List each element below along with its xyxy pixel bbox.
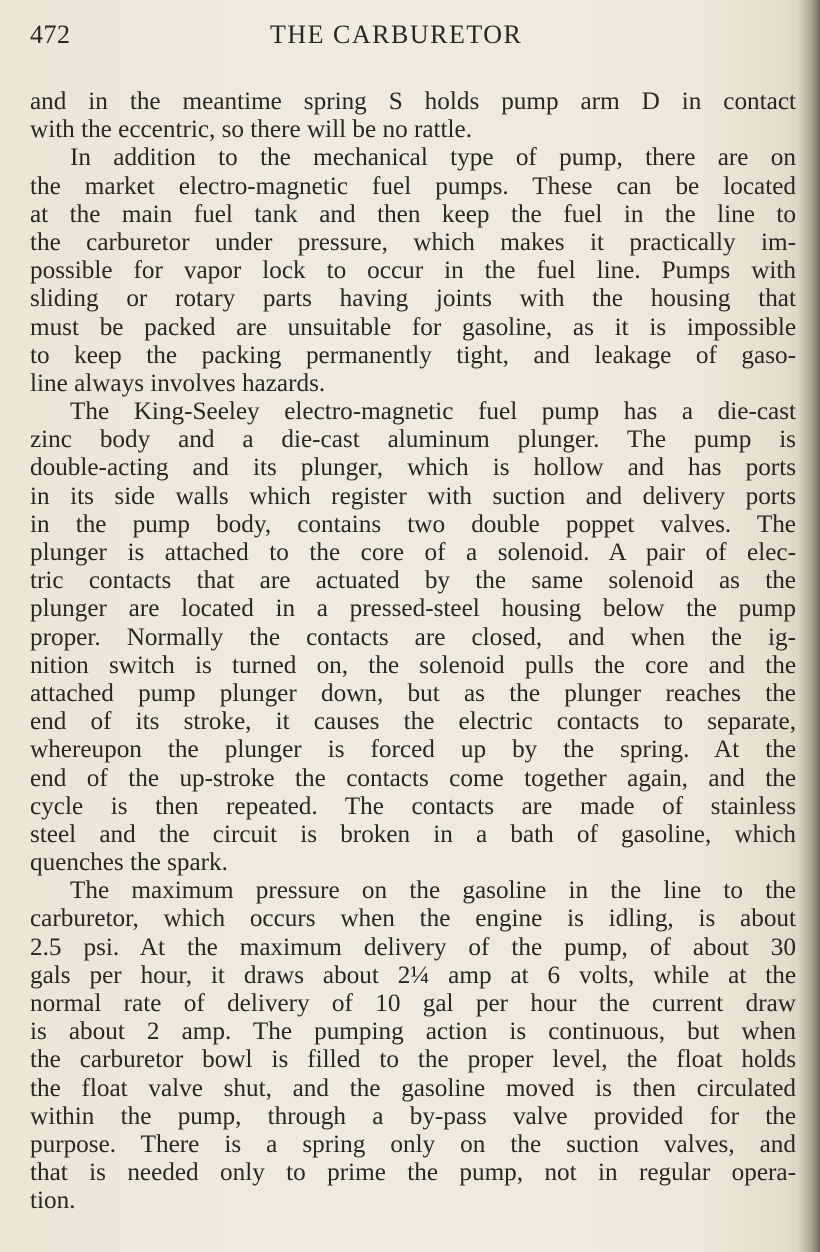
line-text: is about 2 amp. The pumping action is continuous, but when	[30, 1018, 796, 1046]
text-line	[30, 1187, 796, 1215]
line-text: the float valve shut, and the gasoline moved is then circulated	[30, 1074, 796, 1102]
text-line	[30, 426, 796, 454]
text-line	[30, 1159, 796, 1187]
text-line	[30, 483, 796, 511]
line-text: the carburetor bowl is filled to the proper level, the float holds	[30, 1046, 796, 1074]
line-text: tion.	[30, 1187, 76, 1215]
line-text: 2.5 psi. At the maximum delivery of the pump, of about 30	[30, 933, 796, 961]
line-text: purpose. There is a spring only on the suction valves, and	[30, 1130, 796, 1158]
line-text: tric contacts that are actuated by the same solenoid as the	[30, 567, 796, 595]
line-text: with the eccentric, so there will be no rattle.	[30, 116, 473, 144]
text-line	[30, 342, 796, 370]
text-line	[30, 708, 796, 736]
line-text: zinc body and a die-cast aluminum plunger. The pump is	[30, 426, 796, 454]
line-text: must be packed are unsuitable for gasoline, as it is impossible	[30, 313, 796, 341]
text-line	[30, 962, 796, 990]
text-line	[30, 849, 796, 877]
text-line	[30, 765, 796, 793]
paragraph	[30, 88, 796, 144]
line-text: carburetor, which occurs when the engine is idling, is about	[30, 905, 796, 933]
line-text: sliding or rotary parts having joints with the housing that	[30, 285, 796, 313]
line-text: possible for vapor lock to occur in the fuel line. Pumps with	[30, 257, 796, 285]
line-text: end of its stroke, it causes the electric contacts to separate,	[30, 708, 796, 736]
paragraph	[30, 398, 796, 877]
text-line	[30, 314, 796, 342]
text-line	[30, 454, 796, 482]
page-edge-shadow	[798, 0, 820, 1252]
text-line	[30, 680, 796, 708]
text-line	[30, 144, 796, 172]
text-line	[30, 173, 796, 201]
text-line	[30, 793, 796, 821]
text-line	[30, 736, 796, 764]
text-line	[30, 511, 796, 539]
text-line	[30, 370, 796, 398]
line-text: The King-Seeley electro-magnetic fuel pump has a die-cast	[70, 398, 796, 426]
line-text: The maximum pressure on the gasoline in the line to the	[70, 877, 796, 905]
text-line	[30, 1046, 796, 1074]
text-line	[30, 398, 796, 426]
line-text: at the main fuel tank and then keep the fuel in the line to	[30, 200, 796, 228]
body-text	[30, 88, 796, 1216]
line-text: normal rate of delivery of 10 gal per hour the current draw	[30, 990, 796, 1017]
line-text: nition switch is turned on, the solenoid pulls the core and the	[30, 651, 796, 679]
line-text: that is needed only to prime the pump, not in regular opera-	[30, 1159, 796, 1187]
text-line	[30, 285, 796, 313]
paragraph	[30, 144, 796, 398]
line-text: the market electro-magnetic fuel pumps. These can be located	[30, 172, 796, 200]
running-title: THE CARBURETOR	[270, 20, 523, 49]
line-text: whereupon the plunger is forced up by the spring. At the	[30, 736, 796, 764]
line-text: double-acting and its plunger, which is hollow and has ports	[30, 454, 796, 482]
line-text: steel and the circuit is broken in a bath of gasoline, which	[30, 820, 796, 848]
line-text: plunger are located in a pressed-steel housing below the pump	[30, 595, 796, 623]
text-line	[30, 624, 796, 652]
text-line	[30, 934, 796, 962]
text-line	[30, 905, 796, 933]
line-text: in the pump body, contains two double poppet valves. The	[30, 510, 796, 538]
text-line	[30, 652, 796, 680]
line-text: and in the meantime spring S holds pump arm D in contact	[30, 88, 796, 115]
line-text: end of the up-stroke the contacts come together again, and the	[30, 764, 796, 792]
line-text: the carburetor under pressure, which makes it practically im-	[30, 228, 796, 256]
line-text: to keep the packing permanently tight, and leakage of gaso-	[30, 341, 796, 369]
text-line	[30, 257, 796, 285]
line-text: gals per hour, it draws about 2¼ amp at 6 volts, while at the	[30, 961, 796, 989]
text-line	[30, 877, 796, 905]
text-line	[30, 1018, 796, 1046]
text-line	[30, 990, 796, 1018]
text-line	[30, 1075, 796, 1103]
line-text: proper. Normally the contacts are closed, and when the ig-	[30, 623, 796, 651]
text-line	[30, 201, 796, 229]
paragraph	[30, 877, 796, 1215]
page-number: 472	[30, 20, 71, 49]
line-text: line always involves hazards.	[30, 369, 326, 397]
line-text: within the pump, through a by-pass valve provided for the	[30, 1102, 796, 1130]
text-line	[30, 88, 796, 116]
line-text: cycle is then repeated. The contacts are made of stainless	[30, 792, 796, 820]
page-header	[30, 20, 800, 56]
text-line	[30, 1103, 796, 1131]
text-line	[30, 539, 796, 567]
text-line	[30, 567, 796, 595]
text-line	[30, 1131, 796, 1159]
line-text: attached pump plunger down, but as the plunger reaches the	[30, 679, 796, 707]
line-text: in its side walls which register with suction and delivery ports	[30, 482, 796, 510]
text-line	[30, 821, 796, 849]
line-text: plunger is attached to the core of a solenoid. A pair of elec-	[30, 539, 796, 566]
text-line	[30, 116, 796, 144]
line-text: In addition to the mechanical type of pump, there are on	[70, 144, 796, 172]
text-line	[30, 595, 796, 623]
line-text: quenches the spark.	[30, 849, 228, 877]
text-line	[30, 229, 796, 257]
